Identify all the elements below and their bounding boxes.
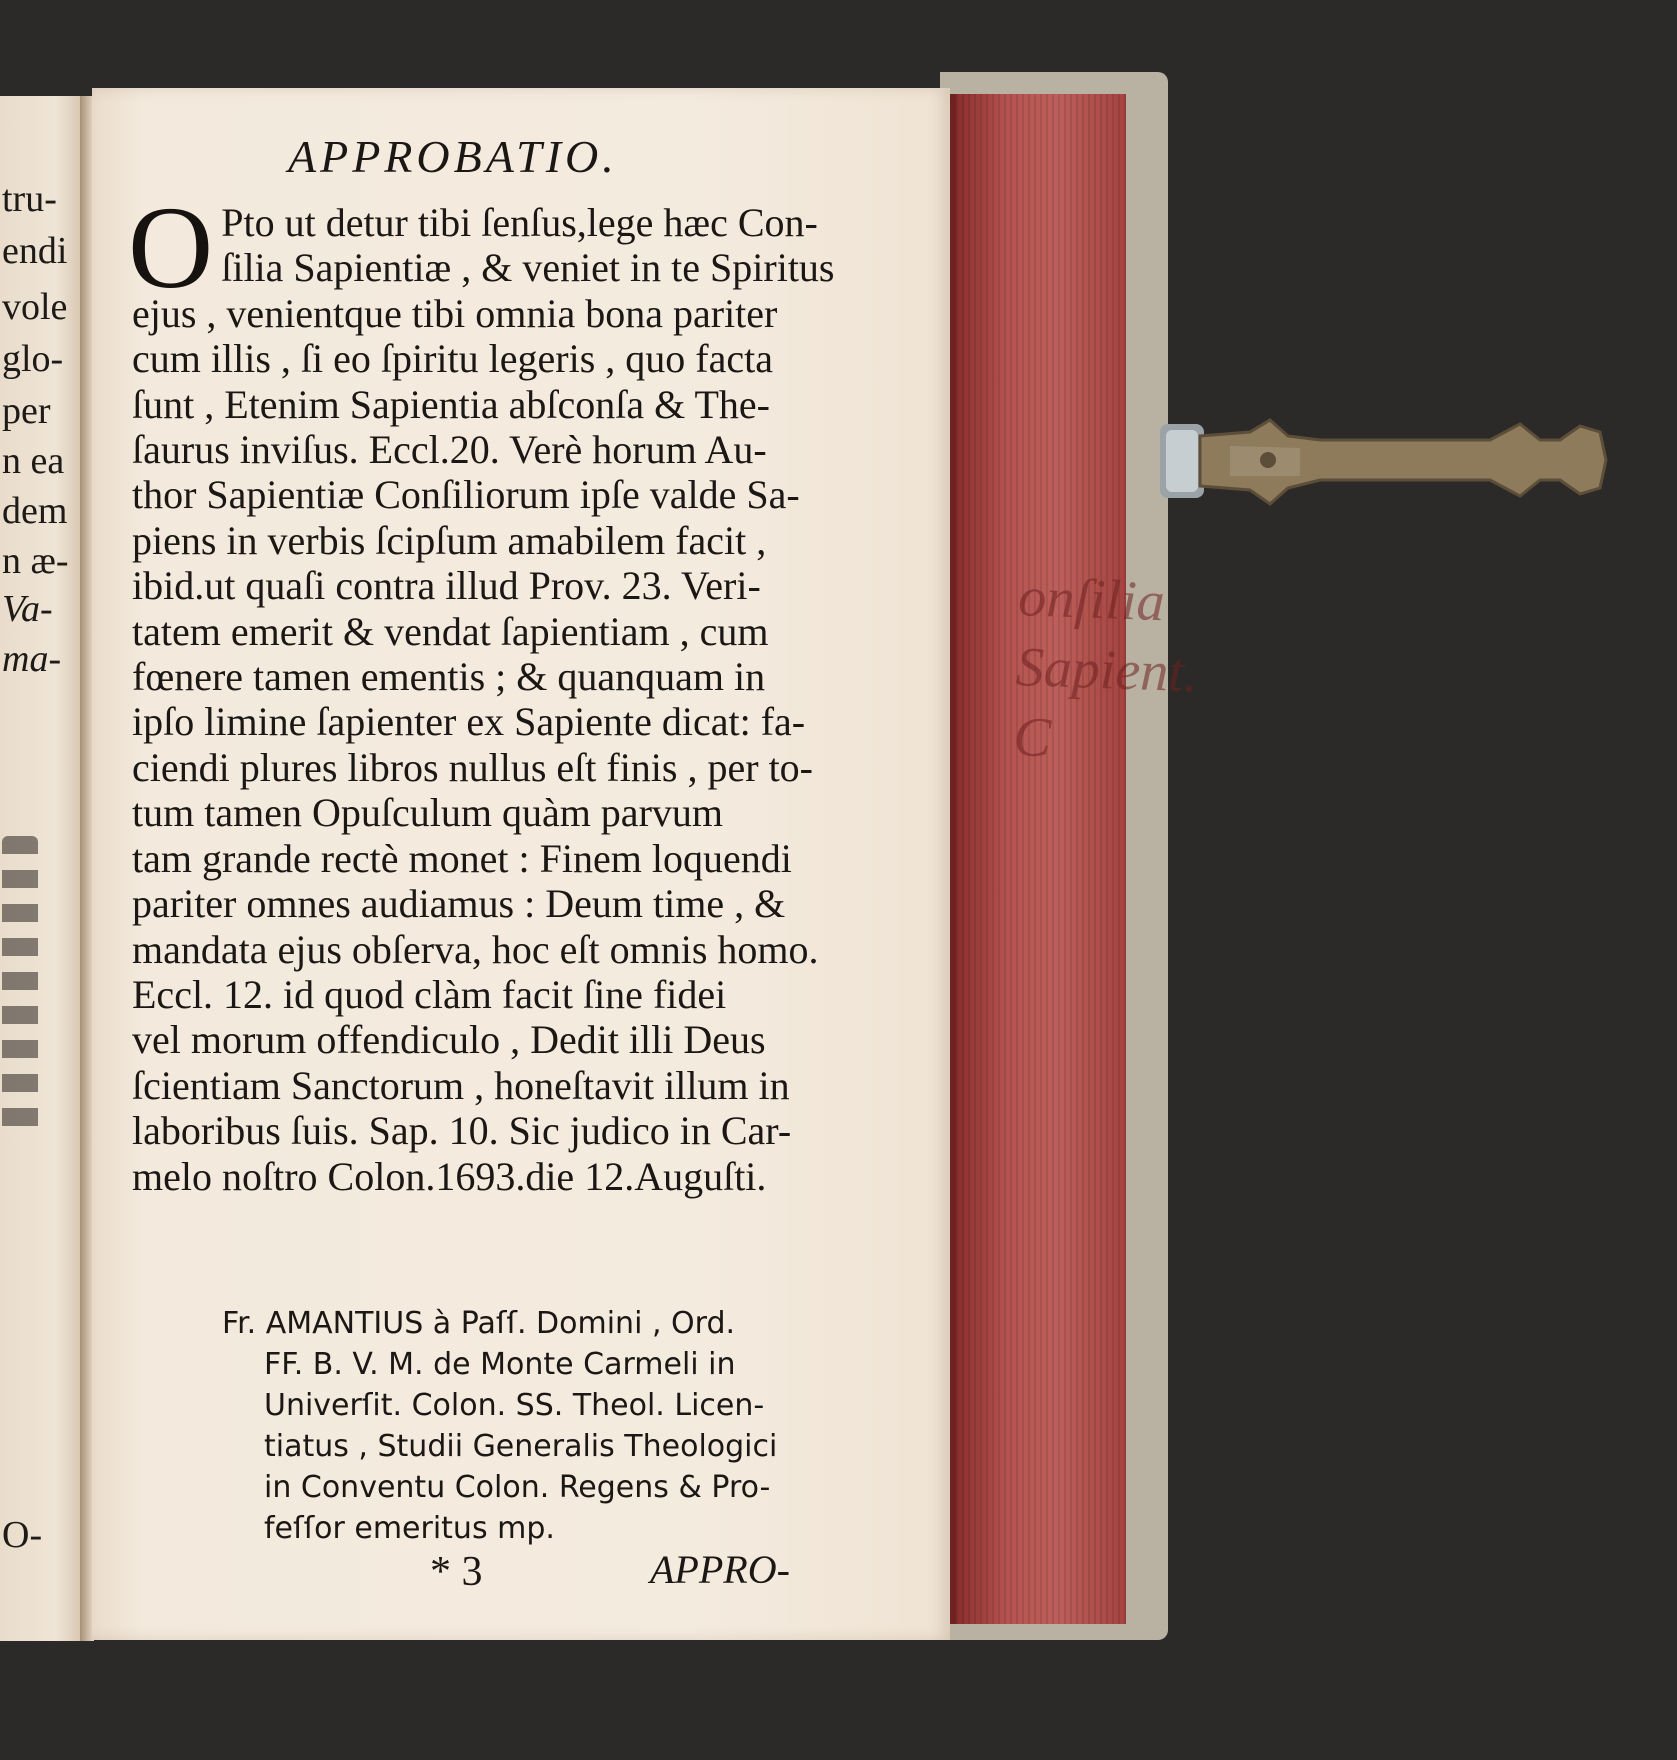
left-text-fragment: n ea bbox=[2, 440, 65, 482]
approbation-text bbox=[128, 182, 835, 1199]
left-text-fragment: glo- bbox=[2, 338, 64, 380]
signature-line: FF. B. V. M. de Monte Carmeli in bbox=[264, 1347, 736, 1382]
text-line: ipſo limine ſapienter ex Sapiente dicat: fa- bbox=[132, 699, 806, 745]
left-text-fragment: dem bbox=[2, 490, 68, 532]
text-line: tum tamen Opuſculum quàm parvum bbox=[132, 790, 723, 836]
text-line: tam grande rectè monet : Finem loquendi bbox=[132, 835, 792, 881]
text-line: ſaurus inviſus. Eccl.20. Verè horum Au- bbox=[132, 427, 767, 473]
text-line: fœnere tamen ementis ; & quanquam in bbox=[132, 654, 766, 700]
left-text-fragment: endi bbox=[2, 230, 68, 272]
left-text-fragment: O- bbox=[2, 1514, 43, 1556]
text-line: ibid.ut quaſi contra illud Prov. 23. Veri- bbox=[132, 563, 761, 609]
red-fore-edge bbox=[950, 94, 1199, 1624]
left-text-fragment: per bbox=[2, 390, 51, 432]
text-line: tatem emerit & vendat ſapientiam , cum bbox=[132, 608, 769, 654]
left-text-fragment: vole bbox=[2, 286, 68, 328]
left-text-fragment: Va- bbox=[2, 588, 53, 630]
text-line: ejus , venientque tibi omnia bona pariter bbox=[132, 290, 778, 336]
signature-line: Fr. AMANTIUS à Paſſ. Domini , Ord. bbox=[222, 1306, 736, 1341]
left-text-fragment: tru- bbox=[2, 178, 57, 220]
signature-line: in Conventu Colon. Regens & Pro- bbox=[264, 1470, 771, 1505]
signature-mark: * 3 bbox=[430, 1549, 483, 1595]
text-line: Eccl. 12. id quod clàm facit ſine fidei bbox=[132, 971, 727, 1017]
text-line: ſilia Sapientiæ , & veniet in te Spiritus bbox=[221, 245, 835, 291]
text-line: pariter omnes audiamus : Deum time , & bbox=[132, 881, 786, 927]
signature-line: Univerſit. Colon. SS. Theol. Licen- bbox=[264, 1388, 765, 1423]
text-line: laboribus ſuis. Sap. 10. Sic judico in Car- bbox=[132, 1108, 792, 1154]
signature-block bbox=[222, 1303, 842, 1549]
text-line: Pto ut detur tibi ſenſus,lege hæc Con- bbox=[221, 200, 818, 245]
text-line: mandata ejus obſerva, hoc eſt omnis homo. bbox=[132, 926, 819, 972]
ornament-icon bbox=[2, 836, 38, 1136]
text-line: ſunt , Etenim Sapientia abſconſa & The- bbox=[132, 381, 770, 427]
left-text-fragment: ma- bbox=[2, 638, 62, 680]
text-line: ſcientiam Sanctorum , honeſtavit illum in bbox=[132, 1062, 790, 1108]
left-text-fragment: n æ- bbox=[2, 540, 69, 582]
text-line: cum illis , ſi eo ſpiritu legeris , quo facta bbox=[132, 336, 773, 382]
text-line: piens in verbis ſcipſum amabilem facit , bbox=[132, 517, 767, 563]
text-line: melo noſtro Colon.1693.die 12.Auguſti. bbox=[132, 1153, 767, 1199]
text-line: ciendi plures libros nullus eſt finis , per to- bbox=[132, 744, 813, 790]
clasp-icon bbox=[1160, 396, 1620, 526]
signature-line: feſſor emeritus mp. bbox=[264, 1511, 555, 1546]
drop-cap: O bbox=[128, 182, 214, 313]
fore-edge-inscription: onſilia Sapient. C bbox=[1012, 566, 1199, 770]
text-line: thor Sapientiæ Conſiliorum ipſe valde Sa- bbox=[132, 472, 800, 518]
page-heading: APPROBATIO. bbox=[288, 131, 618, 182]
signature-line: tiatus , Studii Generalis Theologici bbox=[264, 1429, 778, 1464]
text-line: vel morum offendiculo , Dedit illi Deus bbox=[132, 1017, 766, 1063]
left-page bbox=[0, 96, 84, 1641]
catchword: APPRO- bbox=[650, 1547, 790, 1592]
